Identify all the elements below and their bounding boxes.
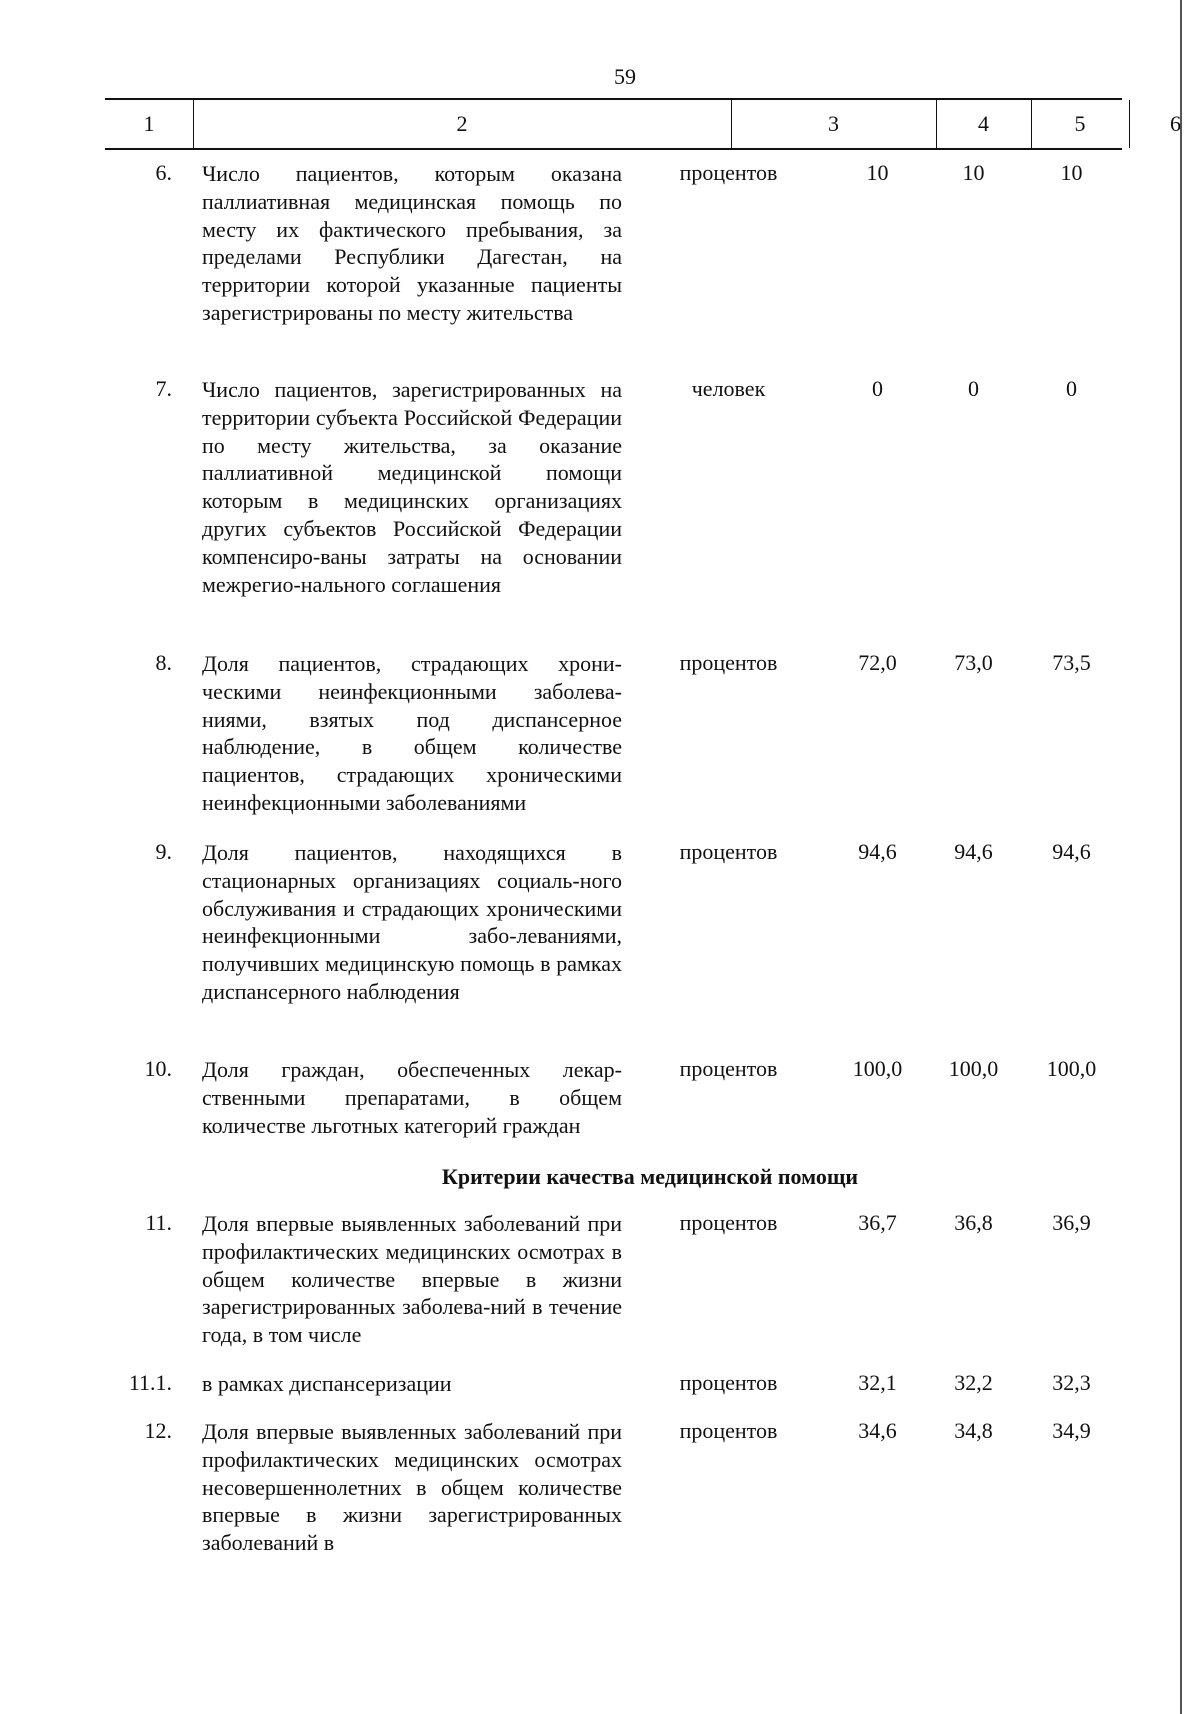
header-col-2: 2 bbox=[456, 111, 468, 136]
row-value-col5: 10 bbox=[962, 160, 985, 185]
row-value-col6: 0 bbox=[1066, 376, 1077, 401]
row-unit: процентов bbox=[679, 160, 778, 185]
header-col-1: 1 bbox=[143, 111, 155, 136]
row-number: 12. bbox=[144, 1418, 172, 1443]
header-col-5: 5 bbox=[1074, 111, 1086, 136]
header-col-3: 3 bbox=[828, 111, 839, 136]
row-number: 11.1. bbox=[128, 1370, 172, 1395]
row-value-col4: 72,0 bbox=[858, 650, 897, 675]
row-unit: процентов bbox=[679, 839, 778, 864]
row-value-col4: 36,7 bbox=[858, 1210, 897, 1235]
section-title: Критерии качества медицинской помощи bbox=[441, 1164, 859, 1189]
row-value-col4: 94,6 bbox=[858, 839, 897, 864]
scan-edge-line bbox=[1180, 0, 1182, 1714]
row-value-col6: 34,9 bbox=[1052, 1418, 1091, 1443]
row-value-col5: 73,0 bbox=[954, 650, 993, 675]
row-description: Доля пациентов, страдающих хрони-ческими неинфекционными заболева-ниями, взятых под диспансерное наблюдение, в общем количестве пациентов, страдающих хроническими неинфекционными заболеваниями bbox=[202, 651, 622, 815]
row-unit: процентов bbox=[679, 1056, 778, 1081]
header-col-6: 6 bbox=[1170, 111, 1181, 136]
row-value-col4: 34,6 bbox=[858, 1418, 897, 1443]
row-value-col5: 94,6 bbox=[954, 839, 993, 864]
row-description: в рамках диспансеризации bbox=[202, 1371, 452, 1396]
row-description: Доля граждан, обеспеченных лекар-ственными препаратами, в общем количестве льготных категорий граждан bbox=[202, 1057, 622, 1138]
row-number: 8. bbox=[155, 650, 172, 675]
row-value-col5: 36,8 bbox=[954, 1210, 993, 1235]
row-value-col6: 73,5 bbox=[1052, 650, 1091, 675]
row-number: 6. bbox=[155, 160, 172, 185]
row-value-col5: 100,0 bbox=[948, 1056, 999, 1081]
row-description: Доля впервые выявленных заболеваний при профилактических медицинских осмотрах несовершеннолетних в общем количестве впервые в жизни зарегистрированных заболеваний в bbox=[202, 1419, 622, 1556]
row-value-col6: 10 bbox=[1060, 160, 1083, 185]
row-number: 9. bbox=[155, 839, 172, 864]
row-number: 10. bbox=[144, 1056, 172, 1081]
row-number: 7. bbox=[155, 376, 172, 401]
row-unit: процентов bbox=[679, 1210, 778, 1235]
row-value-col5: 34,8 bbox=[954, 1418, 993, 1443]
row-unit: процентов bbox=[679, 1418, 778, 1443]
row-value-col6: 94,6 bbox=[1052, 839, 1091, 864]
row-value-col6: 100,0 bbox=[1046, 1056, 1097, 1081]
row-unit: процентов bbox=[679, 650, 778, 675]
row-value-col6: 32,3 bbox=[1052, 1370, 1091, 1395]
row-value-col4: 100,0 bbox=[852, 1056, 903, 1081]
row-value-col4: 32,1 bbox=[858, 1370, 897, 1395]
row-unit: человек bbox=[691, 376, 766, 401]
row-description: Доля пациентов, находящихся в стационарных организациях социаль-ного обслуживания и страдающих хроническими неинфекционными забо-леваниями, получивших медицинскую помощь в рамках диспансерного наблюдения bbox=[202, 840, 622, 1004]
row-value-col5: 32,2 bbox=[954, 1370, 993, 1395]
header-col-4: 4 bbox=[978, 111, 989, 136]
row-number: 11. bbox=[145, 1210, 172, 1235]
page-number: 59 bbox=[614, 64, 636, 89]
row-description: Число пациентов, которым оказана паллиативная медицинская помощь по месту их фактического пребывания, за пределами Республики Дагестан, на территории которой указанные пациенты зарегистрированы по месту жительства bbox=[202, 161, 622, 325]
row-description: Доля впервые выявленных заболеваний при профилактических медицинских осмотрах в общем количестве впервые в жизни зарегистрированных заболева-ний в течение года, в том числе bbox=[202, 1211, 622, 1348]
row-value-col5: 0 bbox=[968, 376, 979, 401]
row-unit: процентов bbox=[679, 1370, 778, 1395]
row-description: Число пациентов, зарегистрированных на территории субъекта Российской Федерации по месту жительства, за оказание паллиативной медицинской помощи которым в медицинских организациях других субъектов Российской Федерации компенсиро-ваны затраты на основании межрегио-нального соглашения bbox=[202, 377, 622, 597]
row-value-col4: 0 bbox=[872, 376, 883, 401]
row-value-col4: 10 bbox=[866, 160, 889, 185]
row-value-col6: 36,9 bbox=[1052, 1210, 1091, 1235]
table-header bbox=[105, 98, 1181, 150]
